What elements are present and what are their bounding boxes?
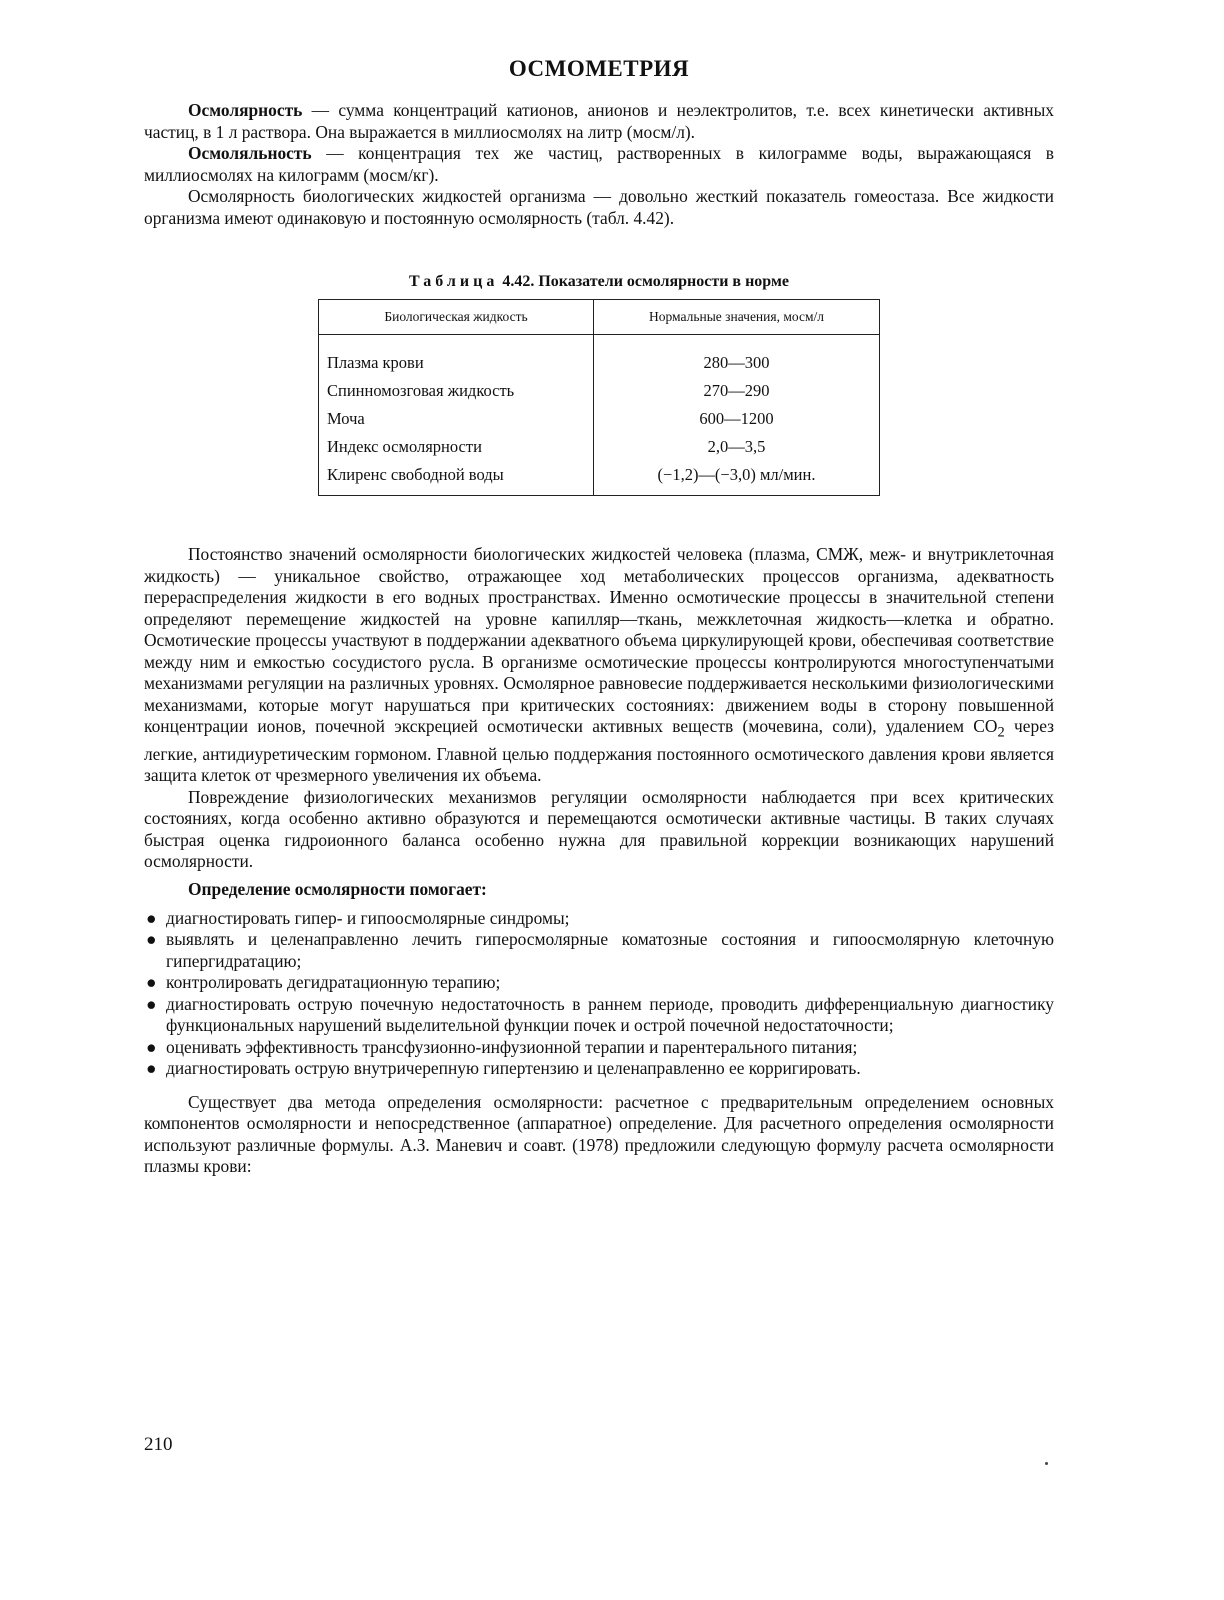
table-caption-label: Таблица [409,273,499,290]
table-cell-fluid: Индекс осмолярности [319,433,594,461]
list-item [144,1058,1054,1080]
bullet-icon: ● [146,929,157,950]
list-item-text: диагностировать гипер- и гипоосмолярные синдромы; [166,907,570,928]
list-item-text: диагностировать острую почечную недостаточность в раннем периоде, проводить дифференциальную диагностику функциональных нарушений выделительной функции почек и острой почечной недостаточности; [166,993,1054,1036]
body-paragraph-damage: Повреждение физиологических механизмов регуляции осмолярности наблюдается при всех критических состояниях, когда особенно активно образуются и перемещаются осмотически активные частицы. В таких случаях быстрая оценка гидроионного баланса особенно нужна для правильной коррекции возникающих нарушений осмолярности. [144,786,1054,872]
definition-osmolality [144,143,1054,186]
table-header-fluid: Биологическая жидкость [319,300,594,335]
table-caption [144,273,1054,291]
list-item-text: контролировать дегидратационную терапию; [166,972,501,993]
co2-subscript: 2 [997,724,1005,741]
bullet-icon: ● [146,993,157,1014]
table-row [319,405,880,433]
definition-osmolarity [144,100,1054,143]
definition-osmolality-text: — концентрация тех же частиц, растворенных в килограмме воды, выражающаяся в миллиосмолях на килограмм (мосм/кг). [144,143,1054,185]
page-content [144,56,1054,1178]
term-osmolarity: Осмолярность [188,100,303,120]
scan-speck [1045,1462,1048,1465]
term-osmolality: Осмоляльность [188,143,312,163]
list-item-text: оценивать эффективность трансфузионно-инфузионной терапии и парентерального питания; [166,1036,858,1057]
osmolarity-norms-table [318,299,880,496]
list-item-text: выявлять и целенаправленно лечить гиперосмолярные коматозные состояния и гипоосмолярную клеточную гипергидратацию; [166,929,1054,971]
definition-osmolarity-text: — сумма концентраций катионов, анионов и неэлектролитов, т.е. всех кинетически активных частиц, в 1 л раствора. Она выражается в миллиосмолях на литр (мосм/л). [144,100,1054,142]
table-cell-value: 270—290 [703,381,770,400]
body-paragraph-constancy-a: Постоянство значений осмолярности биологических жидкостей человека (плазма, СМЖ, меж- и внутриклеточная жидкость) — уникальное свойство, отражающее ход метаболических процессов организма, адекватность перераспределения жидкости в его водных пространствах. Именно осмотические процессы в значительной степени определяют перемещение жидкостей на уровне капилляр—ткань, межклеточная жидкость—клетка и обратно. Осмотические процессы участвуют в поддержании адекватного объема циркулирующей крови, обеспечивая соответствие между ним и емкостью сосудистого русла. В организме осмотические процессы контролируются многоступенчатыми механизмами регуляции на различных уровнях. Осмолярное равновесие поддерживается несколькими физиологическими механизмами, которые могут нарушаться при критических состояниях: движением воды в сторону повышенной концентрации ионов, почечной экскрецией осмотически активных веществ (мочевина, соли), удалением CO [144,544,1054,736]
table-row [319,377,880,405]
table-cell-fluid: Спинномозговая жидкость [319,377,594,405]
table-cell-fluid: Клиренс свободной воды [319,461,594,496]
table-cell-value: (−1,2)—(−3,0) мл/мин. [657,465,816,484]
list-item [144,972,1054,994]
list-item-text: диагностировать острую внутричерепную гипертензию и целенаправленно ее корригировать. [166,1058,861,1079]
list-title: Определение осмолярности помогает: [188,878,487,899]
table-row [319,335,880,378]
list-item [144,908,1054,930]
page-title: ОСМОМЕТРИЯ [508,56,690,81]
bullet-icon: ● [146,1058,157,1079]
list-item [144,1037,1054,1059]
table-row [319,461,880,496]
body-paragraph-methods: Существует два метода определения осмолярности: расчетное с предварительным определением основных компонентов осмолярности и непосредственное (аппаратное) определение. Для расчетного определения осмолярности используют различные формулы. А.З. Маневич и соавт. (1978) предложили следующую формулу расчета осмолярности плазмы крови: [144,1091,1054,1177]
bullet-icon: ● [146,1036,157,1057]
table-cell-fluid: Плазма крови [319,335,594,378]
bullet-icon: ● [146,972,157,993]
intro-paragraph [144,186,1054,229]
body-paragraph-constancy-b: через легкие, антидиуретическим гормоном. Главной целью поддержания постоянного осмотического давления крови является защита клеток от чрезмерного увеличения их объема. [144,716,1054,786]
table-cell-value: 600—1200 [699,409,774,428]
helps-list [144,908,1054,1080]
list-item [144,929,1054,972]
list-item [144,994,1054,1037]
page-number: 210 [144,1434,173,1455]
intro-paragraph-text: Осмолярность биологических жидкостей организма — довольно жесткий показатель гомеостаза. Все жидкости организма имеют одинаковую и постоянную осмолярность (табл. 4.42). [144,186,1054,228]
table-cell-fluid: Моча [319,405,594,433]
body-paragraph-constancy [144,544,1054,787]
table-header-values: Нормальные значения, мосм/л [594,300,880,335]
table-cell-value: 280—300 [703,353,770,372]
table-caption-text: 4.42. Показатели осмолярности в норме [498,273,789,290]
table-row [319,433,880,461]
bullet-icon: ● [146,907,157,928]
table-header-row [319,300,880,335]
table-cell-value: 2,0—3,5 [707,437,766,456]
